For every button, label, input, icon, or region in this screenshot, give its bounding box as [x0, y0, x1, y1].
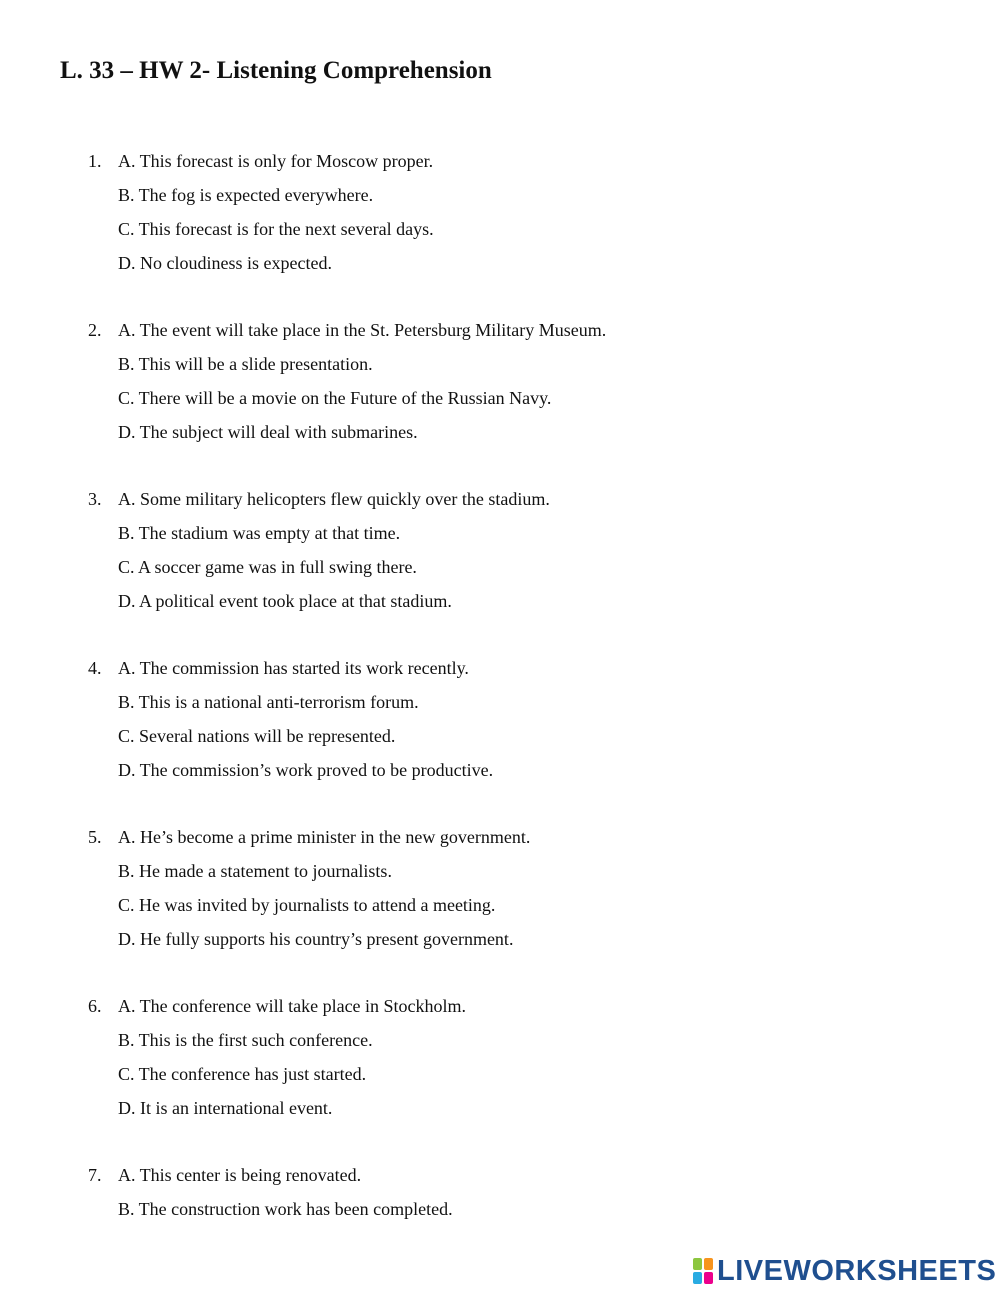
question-4 — [88, 651, 908, 787]
question-number: 3. — [88, 489, 102, 509]
option-d: D. It is an international event. — [118, 1098, 333, 1118]
option-d: D. He fully supports his country’s present government. — [118, 929, 514, 949]
question-number: 5. — [88, 827, 102, 847]
option-c: C. The conference has just started. — [118, 1064, 367, 1084]
logo-tile-pink — [704, 1272, 713, 1284]
option-b: B. The construction work has been completed. — [118, 1199, 453, 1219]
option-a: A. Some military helicopters flew quickly over the stadium. — [118, 489, 550, 509]
option-b: B. This will be a slide presentation. — [118, 354, 373, 374]
page-title: L. 33 – HW 2- Listening Comprehension — [60, 57, 492, 84]
option-b: B. The fog is expected everywhere. — [118, 185, 374, 205]
question-number: 6. — [88, 996, 102, 1016]
logo-tile-green — [693, 1258, 702, 1270]
option-b: B. This is a national anti-terrorism forum. — [118, 692, 419, 712]
logo-tile-orange — [704, 1258, 713, 1270]
logo-tile-blue — [693, 1272, 702, 1284]
option-a: A. This forecast is only for Moscow proper. — [118, 151, 434, 171]
logo-text: LIVEWORKSHEETS — [717, 1254, 997, 1287]
question-number: 4. — [88, 658, 102, 678]
option-a: A. The event will take place in the St. Petersburg Military Museum. — [118, 320, 607, 340]
question-number: 1. — [88, 151, 102, 171]
liveworksheets-logo-icon — [693, 1258, 713, 1284]
option-c: C. A soccer game was in full swing there. — [118, 557, 417, 577]
question-number: 2. — [88, 320, 102, 340]
option-d: D. A political event took place at that stadium. — [118, 591, 452, 611]
question-7 — [88, 1158, 908, 1226]
liveworksheets-logo — [693, 1254, 996, 1288]
question-3 — [88, 482, 908, 618]
option-d: D. The commission’s work proved to be productive. — [118, 760, 494, 780]
option-d: D. The subject will deal with submarines. — [118, 422, 418, 442]
question-2 — [88, 313, 908, 449]
question-5 — [88, 820, 908, 956]
question-number: 7. — [88, 1165, 102, 1185]
question-1 — [88, 144, 908, 280]
option-d: D. No cloudiness is expected. — [118, 253, 332, 273]
option-b: B. The stadium was empty at that time. — [118, 523, 401, 543]
option-a: A. This center is being renovated. — [118, 1165, 362, 1185]
question-6 — [88, 989, 908, 1125]
option-b: B. He made a statement to journalists. — [118, 861, 392, 881]
option-c: C. There will be a movie on the Future of the Russian Navy. — [118, 388, 552, 408]
option-b: B. This is the first such conference. — [118, 1030, 373, 1050]
option-c: C. This forecast is for the next several days. — [118, 219, 434, 239]
option-a: A. He’s become a prime minister in the new government. — [118, 827, 531, 847]
option-a: A. The conference will take place in Stockholm. — [118, 996, 467, 1016]
option-c: C. He was invited by journalists to attend a meeting. — [118, 895, 496, 915]
option-a: A. The commission has started its work recently. — [118, 658, 469, 678]
option-c: C. Several nations will be represented. — [118, 726, 396, 746]
